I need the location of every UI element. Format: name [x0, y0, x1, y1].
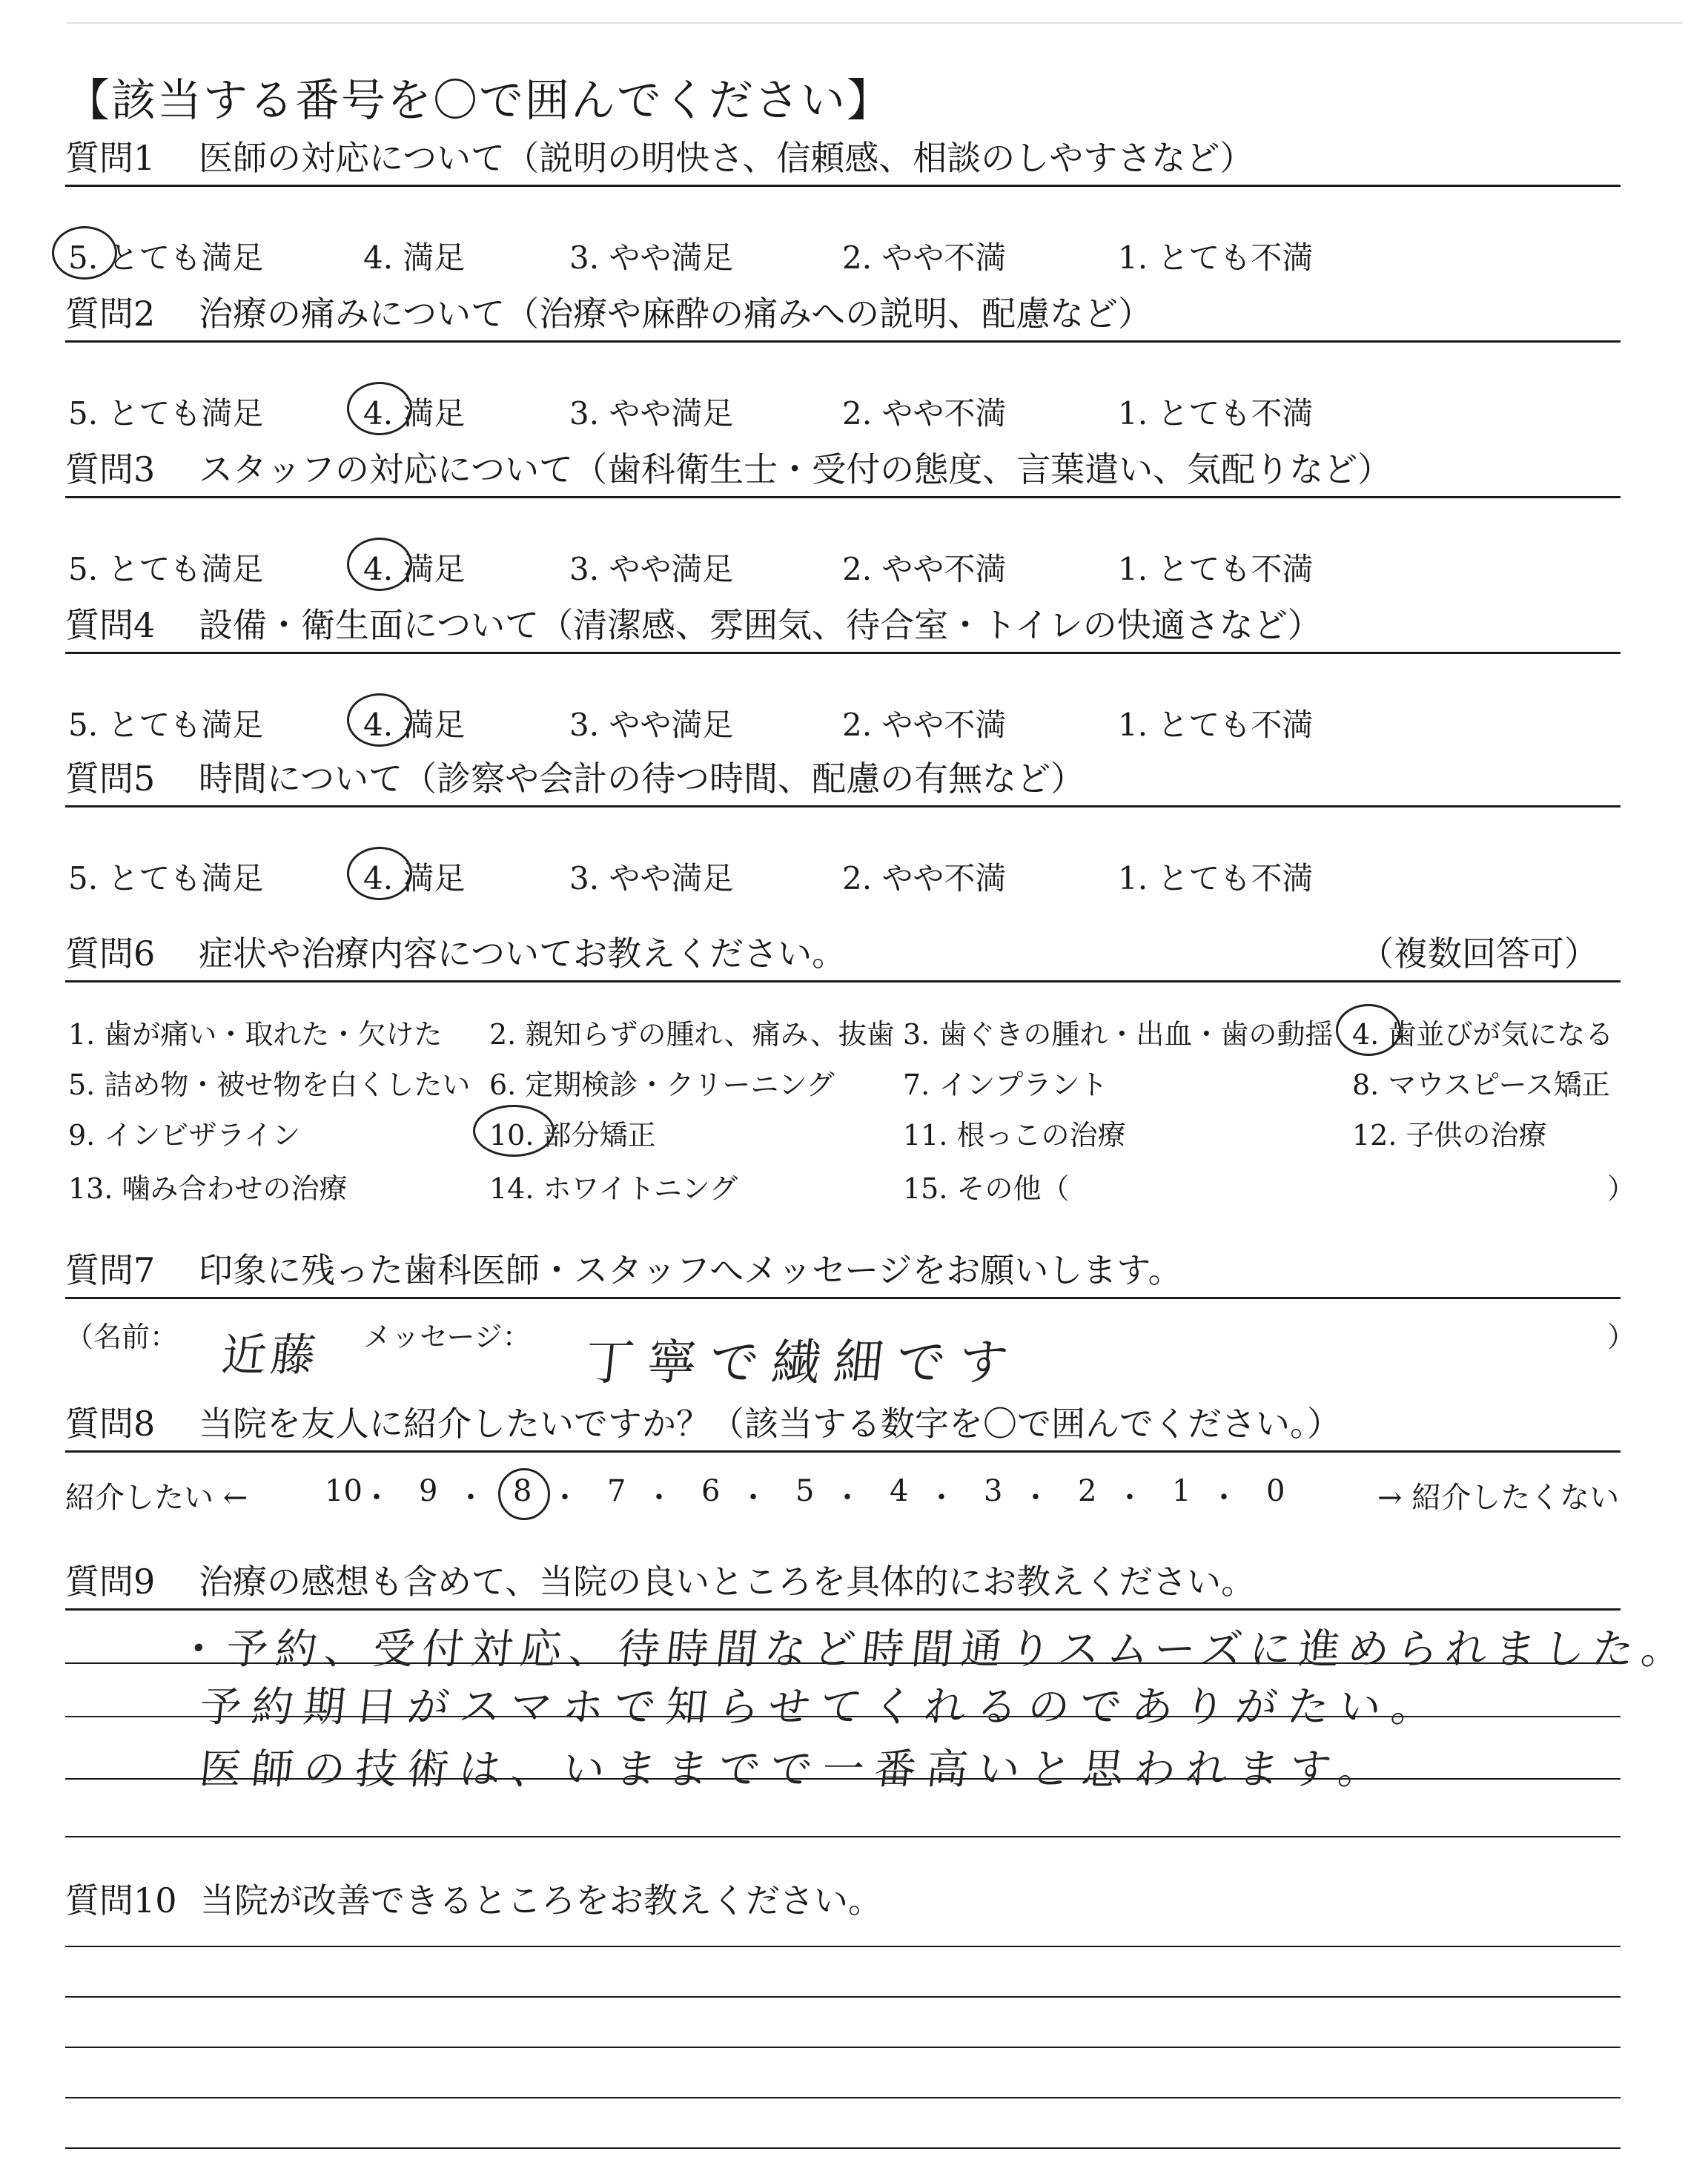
scale-dot: ・	[1115, 1481, 1145, 1515]
q7-message-value[interactable]: 丁寧で繊細です	[582, 1334, 1025, 1391]
rating-option[interactable]: 2. やや不満	[842, 395, 1007, 432]
q5-text: 時間について（診察や会計の待つ時間、配慮の有無など）	[199, 759, 1085, 799]
q7-label: 質問7	[65, 1250, 156, 1290]
q10-label: 質問10	[65, 1880, 177, 1920]
scale-number[interactable]: 7	[607, 1474, 626, 1508]
q3-label: 質問3	[65, 449, 156, 489]
scale-number[interactable]: 9	[419, 1474, 438, 1508]
answer-line[interactable]	[65, 1996, 1621, 1998]
rating-option[interactable]: 3. やや満足	[569, 551, 734, 587]
q6-option[interactable]: 6. 定期検診・クリーニング	[489, 1069, 835, 1101]
selection-circle	[347, 693, 412, 747]
answer-line[interactable]	[65, 1946, 1621, 1947]
q4-options	[68, 701, 1551, 743]
rating-option[interactable]: 5. とても満足	[68, 551, 264, 587]
q6-label: 質問6	[65, 934, 156, 974]
rating-option[interactable]: 4. 満足	[363, 395, 466, 432]
q4-header	[65, 605, 1621, 654]
page-title: 【該当する番号を〇で囲んでください】	[65, 75, 893, 127]
answer-line[interactable]	[65, 2097, 1621, 2098]
q6-option[interactable]: 14. ホワイトニング	[489, 1172, 738, 1205]
q1-label: 質問1	[65, 138, 156, 178]
q7-text: 印象に残った歯科医師・スタッフへメッセージをお願いします。	[199, 1250, 1182, 1290]
q5-options	[68, 854, 1551, 896]
q6-option[interactable]: 5. 詰め物・被せ物を白くしたい	[68, 1069, 471, 1101]
selection-circle	[1336, 1004, 1401, 1056]
q6-option[interactable]: 12. 子供の治療	[1352, 1119, 1547, 1152]
q9-answer-line[interactable]: 予約期日がスマホで知らせてくれるのでありがたい。	[197, 1683, 1446, 1731]
q3-text: スタッフの対応について（歯科衛生士・受付の態度、言葉遣い、気配りなど）	[199, 449, 1392, 489]
q7-header	[65, 1250, 1621, 1299]
q10-text: 当院が改善できるところをお教えください。	[200, 1880, 882, 1920]
rating-option[interactable]: 3. やや満足	[569, 395, 734, 432]
rating-option[interactable]: 4. 満足	[363, 860, 466, 896]
selection-circle	[473, 1105, 555, 1157]
scale-number[interactable]: 1	[1172, 1474, 1191, 1508]
rating-option[interactable]: 4. 満足	[363, 240, 466, 276]
rating-option[interactable]: 5. とても満足	[68, 395, 264, 432]
scale-dot: ・	[738, 1481, 768, 1515]
q7-name-label: （名前：	[65, 1321, 179, 1353]
rating-option[interactable]: 3. やや満足	[569, 240, 734, 276]
scale-dot: ・	[927, 1481, 956, 1515]
q6-option[interactable]: 2. 親知らずの腫れ、痛み、抜歯	[489, 1018, 895, 1051]
scale-dot: ・	[1209, 1481, 1239, 1515]
recommend-scale	[65, 1474, 1621, 1516]
q6-option[interactable]: 1. 歯が痛い・取れた・欠けた	[68, 1018, 443, 1051]
scale-dot: ・	[833, 1481, 862, 1515]
q4-label: 質問4	[65, 605, 156, 645]
q6-option[interactable]: 13. 噛み合わせの治療	[68, 1172, 348, 1205]
scale-dot: ・	[456, 1481, 486, 1515]
q6-note: （複数回答可）	[1360, 934, 1598, 974]
rating-option[interactable]: 2. やや不満	[842, 551, 1007, 587]
q4-text: 設備・衛生面について（清潔感、雰囲気、待合室・トイレの快適さなど）	[199, 605, 1322, 645]
selection-circle	[347, 847, 412, 900]
q6-option[interactable]: 4. 歯並びが気になる	[1352, 1018, 1614, 1051]
q8-label: 質問8	[65, 1404, 156, 1444]
rating-option[interactable]: 2. やや不満	[842, 240, 1007, 276]
q2-label: 質問2	[65, 294, 156, 334]
scale-left-label: 紹介したい ←	[65, 1481, 248, 1515]
q7-message-label: メッセージ：	[363, 1321, 531, 1353]
q2-text: 治療の痛みについて（治療や麻酔の痛みへの説明、配慮など）	[199, 294, 1153, 334]
q6-option[interactable]: 7. インプラント	[903, 1069, 1108, 1101]
rating-option[interactable]: 1. とても不満	[1118, 240, 1314, 276]
rating-option[interactable]: 3. やや満足	[569, 860, 734, 896]
q6-header	[65, 934, 1621, 982]
q5-header	[65, 759, 1621, 807]
scale-number[interactable]: 5	[795, 1474, 815, 1508]
scale-number[interactable]: 10	[325, 1474, 363, 1508]
rating-option[interactable]: 1. とても不満	[1118, 860, 1314, 896]
scale-dot: ・	[550, 1481, 580, 1515]
rating-option[interactable]: 5. とても満足	[68, 707, 264, 743]
rating-option[interactable]: 2. やや不満	[842, 707, 1007, 743]
answer-line	[65, 1836, 1621, 1837]
q10-header	[65, 1880, 1621, 1927]
q5-label: 質問5	[65, 759, 156, 799]
rating-option[interactable]: 3. やや満足	[569, 707, 734, 743]
answer-line[interactable]	[65, 2047, 1621, 2048]
selection-circle	[52, 226, 117, 280]
rating-option[interactable]: 5. とても満足	[68, 240, 264, 276]
scale-dot: ・	[362, 1481, 391, 1515]
selection-circle	[347, 382, 412, 435]
answer-line[interactable]	[65, 2147, 1621, 2149]
rating-option[interactable]: 4. 満足	[363, 551, 466, 587]
q6-option[interactable]: 8. マウスピース矯正	[1352, 1069, 1610, 1101]
rating-option[interactable]: 4. 満足	[363, 707, 466, 743]
scale-number[interactable]: 8	[513, 1474, 532, 1508]
q9-answer-line[interactable]: 医師の技術は、いままでで一番高いと思われます。	[197, 1745, 1393, 1794]
selection-circle	[347, 538, 412, 591]
rating-option[interactable]: 1. とても不満	[1118, 395, 1314, 432]
scale-number[interactable]: 0	[1266, 1474, 1285, 1508]
q6-option[interactable]: 9. インビザライン	[68, 1119, 301, 1152]
q9-header	[65, 1562, 1621, 1611]
selection-circle	[498, 1468, 550, 1520]
q1-options	[68, 234, 1551, 276]
scale-dot: ・	[1021, 1481, 1050, 1515]
rating-option[interactable]: 1. とても不満	[1118, 707, 1314, 743]
q1-text: 医師の対応について（説明の明快さ、信頼感、相談のしやすさなど）	[199, 138, 1254, 178]
q7-name-value[interactable]: 近藤	[219, 1330, 323, 1381]
rating-option[interactable]: 5. とても満足	[68, 860, 264, 896]
scale-number[interactable]: 3	[984, 1474, 1003, 1508]
q7-close: ）	[1607, 1321, 1636, 1353]
q9-answer-line[interactable]: ・予約、受付対応、待時間など時間通りスムーズに進められました。	[175, 1625, 1693, 1674]
scale-number[interactable]: 4	[890, 1474, 909, 1508]
top-border	[67, 22, 1683, 24]
q1-header	[65, 138, 1621, 187]
q8-text: 当院を友人に紹介したいですか？（該当する数字を〇で囲んでください。）	[199, 1404, 1341, 1444]
q6-option[interactable]: 3. 歯ぐきの腫れ・出血・歯の動揺	[903, 1018, 1334, 1051]
scale-number[interactable]: 6	[701, 1474, 721, 1508]
q3-options	[68, 545, 1551, 587]
q8-header	[65, 1404, 1621, 1453]
q3-header	[65, 449, 1621, 498]
scale-number[interactable]: 2	[1078, 1474, 1097, 1508]
scale-dot: ・	[644, 1481, 674, 1515]
scale-right-label: → 紹介したくない	[1377, 1481, 1620, 1515]
q2-options	[68, 389, 1551, 432]
q6-option[interactable]: 11. 根っこの治療	[903, 1119, 1126, 1152]
q6-option[interactable]: 15. その他（	[903, 1172, 1070, 1205]
rating-option[interactable]: 2. やや不満	[842, 860, 1007, 896]
q9-label: 質問9	[65, 1562, 156, 1602]
rating-option[interactable]: 1. とても不満	[1118, 551, 1314, 587]
q9-text: 治療の感想も含めて、当院の良いところを具体的にお教えください。	[199, 1562, 1256, 1602]
q6-other-close: ）	[1607, 1172, 1636, 1205]
q6-option[interactable]: 10. 部分矯正	[489, 1119, 656, 1152]
q2-header	[65, 294, 1621, 343]
q6-text: 症状や治療内容についてお教えください。	[199, 934, 847, 974]
